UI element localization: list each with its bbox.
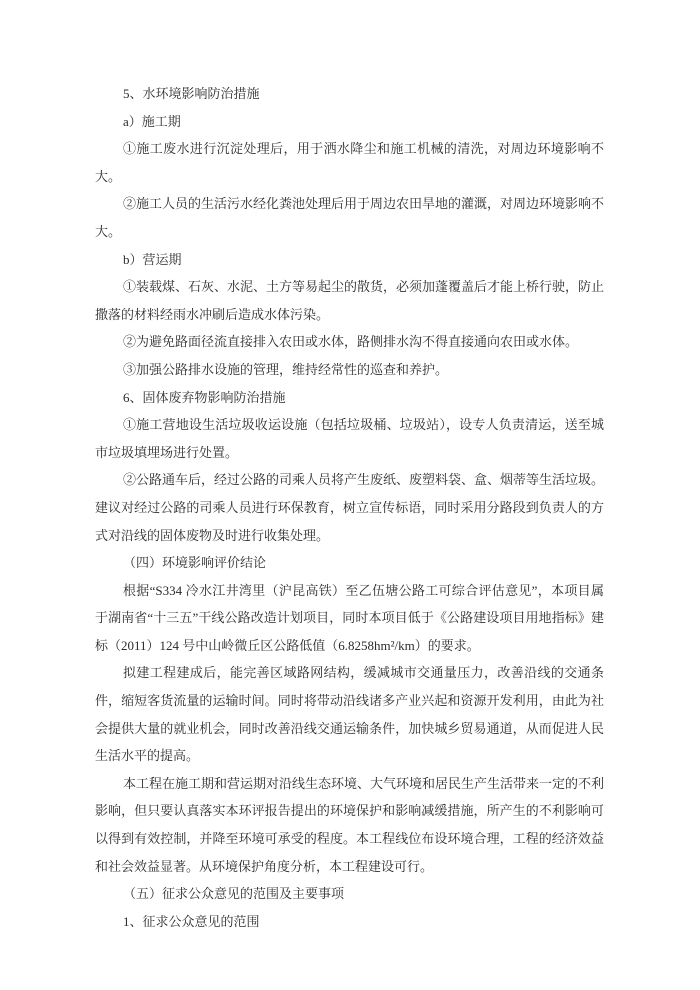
section-heading-water-env-measures: 5、水环境影响防治措施 <box>123 86 260 101</box>
section-heading-eia-conclusion: （四）环境影响评价结论 <box>123 555 267 571</box>
label-a-construction-period: a）施工期 <box>123 113 181 129</box>
para-domestic-sewage: ②施工人员的生活污水经化粪池处理后用于周边农田旱地的灌溉，对周边环境影响不大。 <box>95 196 605 239</box>
para-adverse-impact-control: 本工程在施工期和营运期对沿线生态环境、大气环境和居民生产生活带来一定的不利影响，但只要认真落实本环评报告提出的环境保护和影响减缓措施，所产生的不利影响可以得到有效控制，并降至环境可承受的程度。本工程线位布设环境合理，工程的经济效益和社会效益显著。从环境保护角度分析，本工程建设可行。 <box>95 775 605 874</box>
para-road-litter-collection: ②公路通车后，经过公路的司乘人员将产生废纸、废塑料袋、盒、烟蒂等生活垃圾。建议对经过公路的司乘人员进行环保教育，树立宣传标语，同时采用分路段到负责人的方式对沿线的固体废物及时进行收集处理。 <box>95 472 605 543</box>
para-dust-cargo-cover: ①装载煤、石灰、水泥、土方等易起尘的散货，必须加蓬覆盖后才能上桥行驶，防止撒落的材料经雨水冲刷后造成水体污染。 <box>95 279 605 322</box>
para-project-benefits: 拟建工程建成后，能完善区域路网结构，缓减城市交通量压力，改善沿线的交通条件，缩短客货流量的运输时间。同时将带动沿线诸多产业兴起和资源开发利用，由此为社会提供大量的就业机会，同时改善沿线交通运输条件，加快城乡贸易通道，从而促进人民生活水平的提高。 <box>95 665 604 764</box>
para-construction-wastewater: ①施工废水进行沉淀处理后，用于洒水降尘和施工机械的清洗，对周边环境影响不大。 <box>95 141 604 184</box>
para-camp-garbage-facilities: ①施工营地设生活垃圾收运设施（包括垃圾桶、垃圾站），设专人负责清运，送至城市垃圾填埋场进行处置。 <box>95 417 604 460</box>
sub-heading-public-opinion-scope: 1、征求公众意见的范围 <box>123 913 260 929</box>
section-heading-public-opinion: （五）征求公众意见的范围及主要事项 <box>123 886 345 902</box>
label-b-operation-period: b）营运期 <box>123 251 182 267</box>
para-drainage-maintenance: ③加强公路排水设施的管理，维持经常性的巡查和养护。 <box>123 361 449 377</box>
para-runoff-drainage: ②为避免路面径流直接排入农田或水体，路侧排水沟不得直接通向农田或水体。 <box>123 334 579 350</box>
para-project-basis: 根据“S334 冷水江井湾里（沪昆高铁）至乙伍塘公路工可综合评估意见”，本项目属于湖南省“十三五”干线公路改造计划项目，同时本项目低于《公路建设项目用地指标》建标（2011）124 号中山岭微丘区公路低值（6.8258hm²/km）的要求。 <box>95 582 604 653</box>
section-heading-solid-waste-measures: 6、固体废弃物影响防治措施 <box>123 389 286 405</box>
